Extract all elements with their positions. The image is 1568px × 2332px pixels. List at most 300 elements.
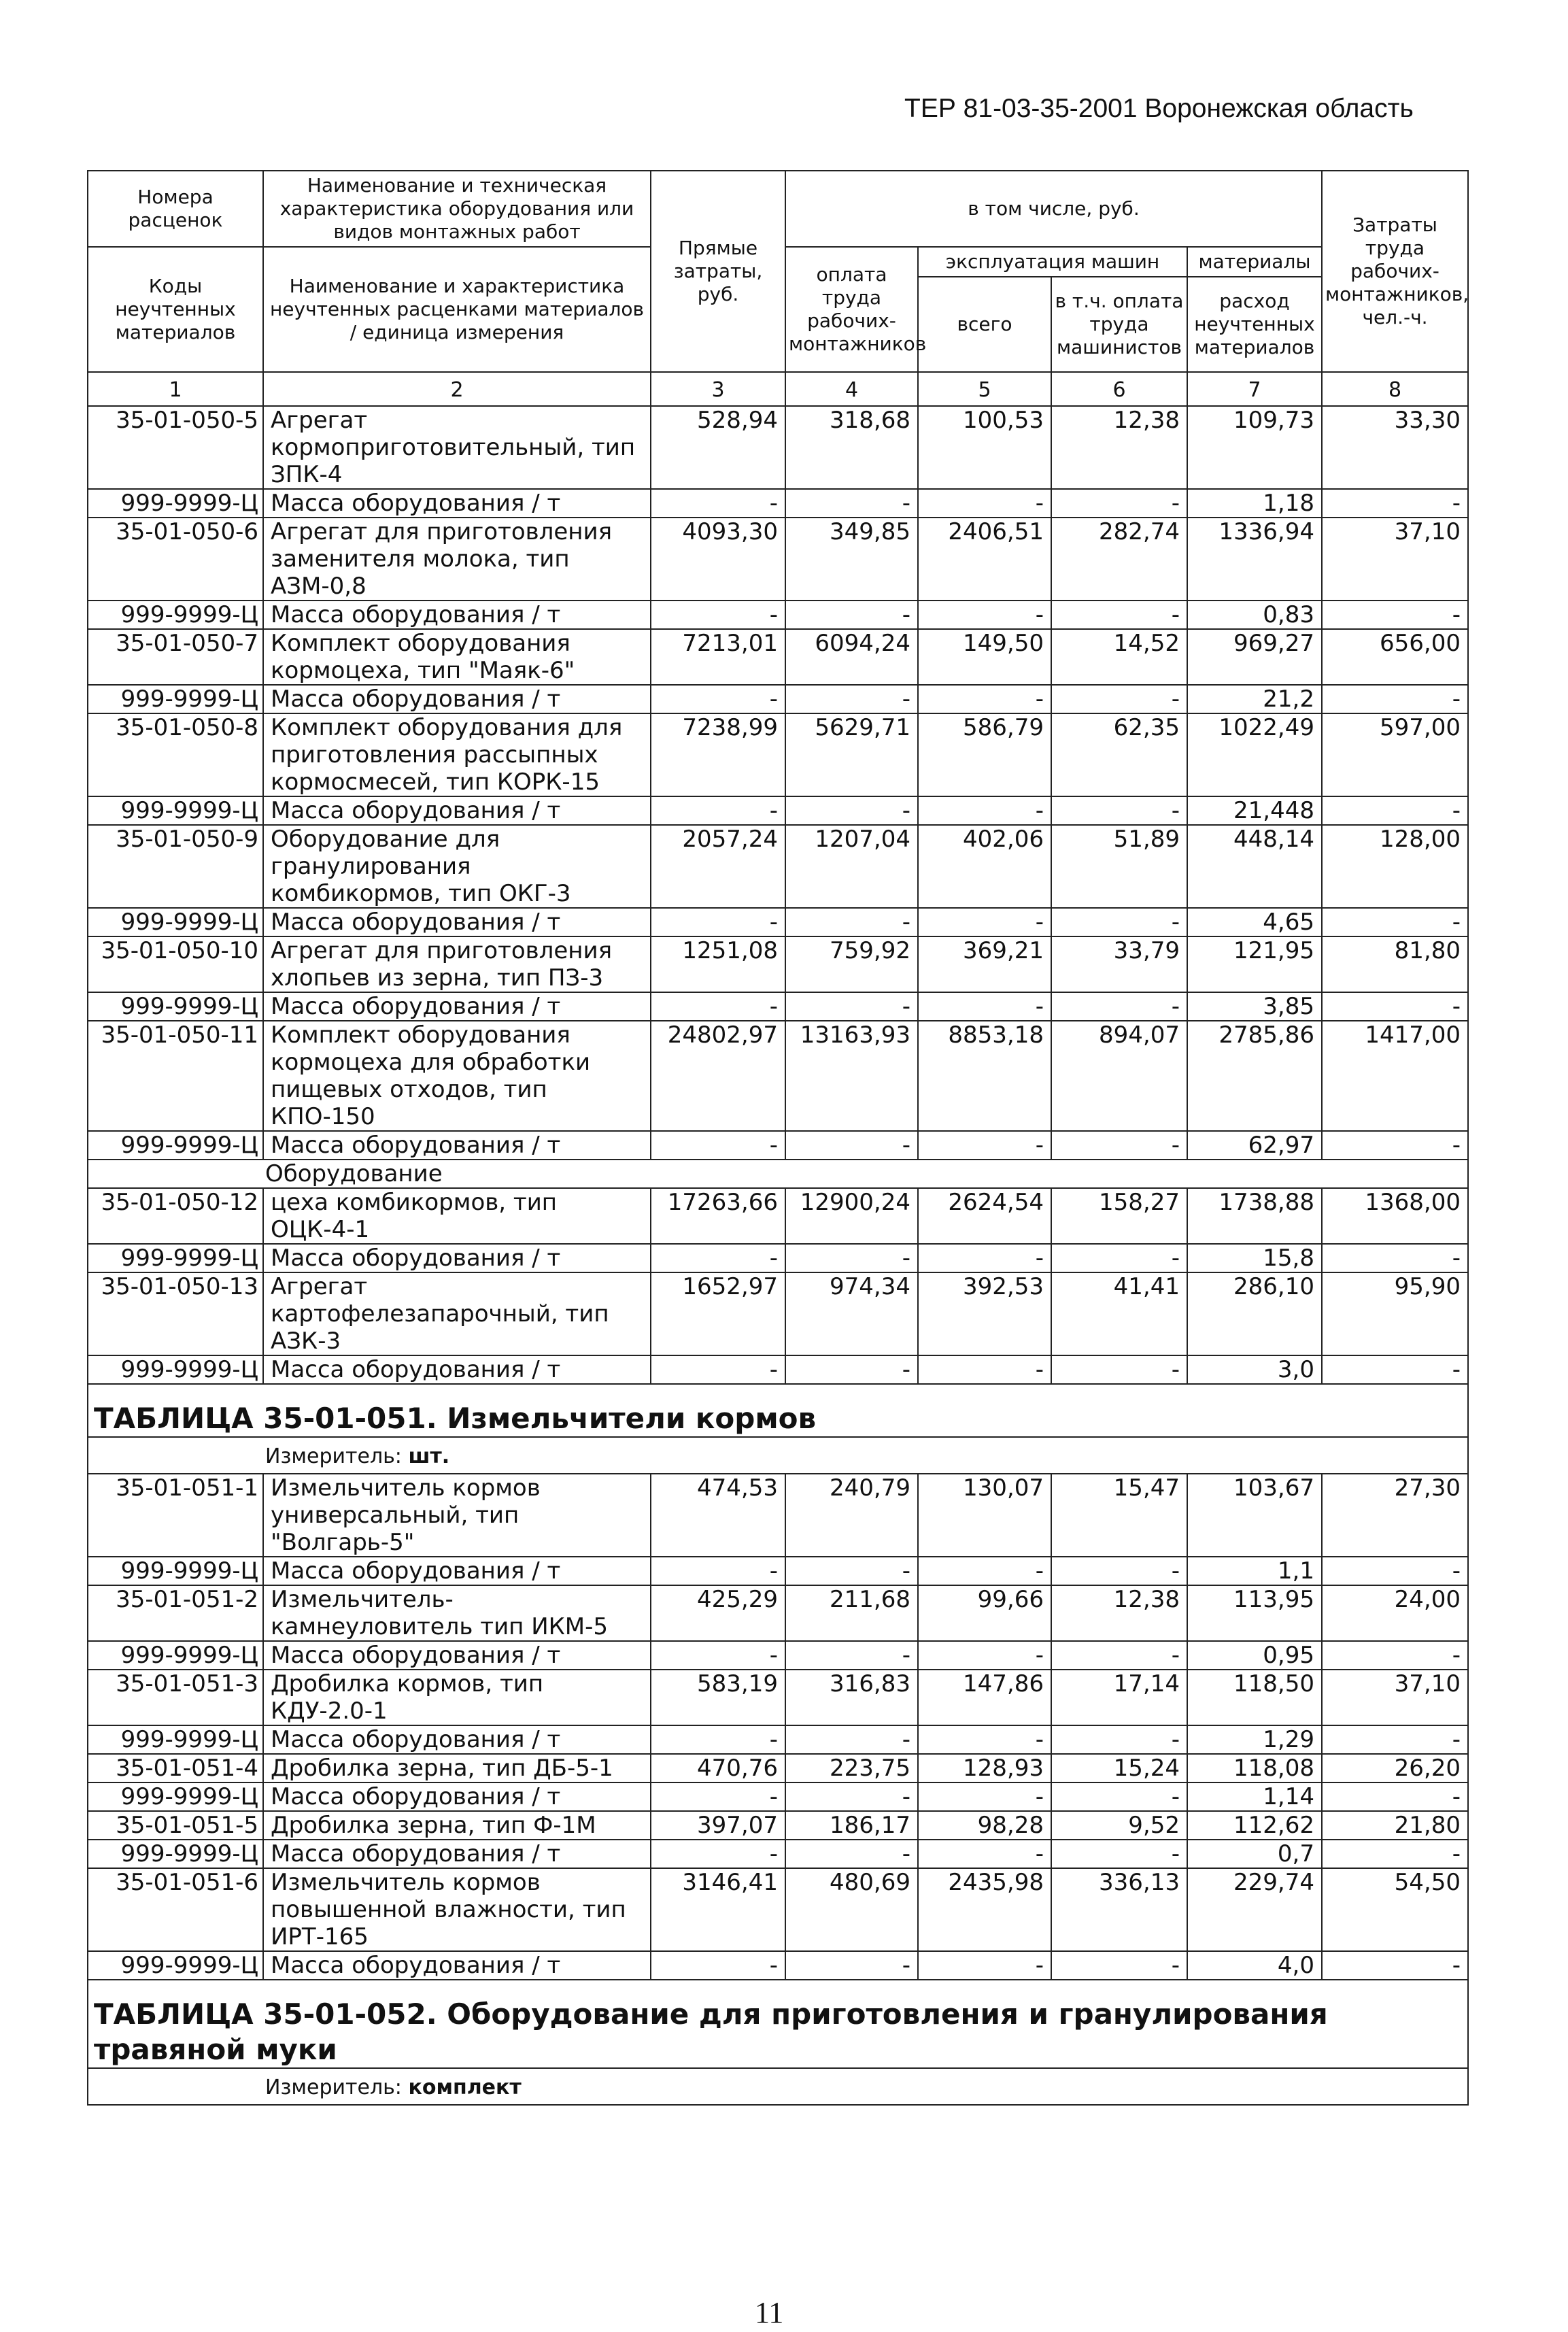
header-materials-usage: расход неучтенных материалов bbox=[1187, 277, 1322, 372]
materials: 118,08 bbox=[1187, 1754, 1322, 1782]
item-name: Масса оборудования / т bbox=[263, 1131, 651, 1160]
machines-total: - bbox=[918, 796, 1051, 825]
item-name: Масса оборудования / т bbox=[263, 796, 651, 825]
direct-costs: - bbox=[651, 1355, 785, 1384]
materials: 15,8 bbox=[1187, 1244, 1322, 1272]
wages: - bbox=[785, 1131, 918, 1160]
labor-costs: 656,00 bbox=[1322, 629, 1468, 685]
rate-code: 35-01-050-10 bbox=[88, 936, 263, 992]
machines-wages: - bbox=[1051, 685, 1187, 713]
table-row bbox=[88, 518, 1468, 601]
materials: 0,83 bbox=[1187, 601, 1322, 629]
direct-costs: 528,94 bbox=[651, 406, 785, 489]
machines-wages: - bbox=[1051, 1641, 1187, 1670]
rate-code: 999-9999-Ц bbox=[88, 908, 263, 936]
labor-costs: 37,10 bbox=[1322, 518, 1468, 601]
table-title-text: ТАБЛИЦА 35-01-052. Оборудование для приготовления и гранулирования травяной муки bbox=[94, 1997, 1328, 2066]
rate-code: 999-9999-Ц bbox=[88, 685, 263, 713]
item-name: Масса оборудования / т bbox=[263, 1782, 651, 1811]
rate-code: 999-9999-Ц bbox=[88, 1244, 263, 1272]
column-number: 8 bbox=[1322, 372, 1468, 406]
machines-total: 2406,51 bbox=[918, 518, 1051, 601]
table-row bbox=[88, 1951, 1468, 1980]
measure-label: Измеритель: bbox=[265, 2076, 402, 2099]
item-name: цеха комбикормов, тип ОЦК-4-1 bbox=[263, 1188, 651, 1244]
table-row bbox=[88, 406, 1468, 489]
direct-costs: 17263,66 bbox=[651, 1188, 785, 1244]
labor-costs: 37,10 bbox=[1322, 1670, 1468, 1725]
direct-costs: 7213,01 bbox=[651, 629, 785, 685]
table-row bbox=[88, 685, 1468, 713]
labor-costs: 95,90 bbox=[1322, 1272, 1468, 1355]
wages: 318,68 bbox=[785, 406, 918, 489]
machines-wages: - bbox=[1051, 1244, 1187, 1272]
item-name: Измельчитель кормов повышенной влажности, тип ИРТ-165 bbox=[263, 1868, 651, 1951]
table-row bbox=[88, 1244, 1468, 1272]
item-name: Агрегат кормоприготовительный, тип ЗПК-4 bbox=[263, 406, 651, 489]
machines-total: - bbox=[918, 1725, 1051, 1754]
materials: 103,67 bbox=[1187, 1474, 1322, 1557]
rate-code: 999-9999-Ц bbox=[88, 601, 263, 629]
table-row bbox=[88, 1840, 1468, 1868]
direct-costs: - bbox=[651, 489, 785, 518]
item-name: Масса оборудования / т bbox=[263, 992, 651, 1021]
machines-wages: 51,89 bbox=[1051, 825, 1187, 908]
materials: 1336,94 bbox=[1187, 518, 1322, 601]
labor-costs: - bbox=[1322, 1840, 1468, 1868]
labor-costs: - bbox=[1322, 1725, 1468, 1754]
table-row bbox=[88, 1272, 1468, 1355]
table-row bbox=[88, 1585, 1468, 1641]
direct-costs: 7238,99 bbox=[651, 713, 785, 796]
item-name: Масса оборудования / т bbox=[263, 1725, 651, 1754]
materials: 3,85 bbox=[1187, 992, 1322, 1021]
machines-wages: - bbox=[1051, 1782, 1187, 1811]
wages: 240,79 bbox=[785, 1474, 918, 1557]
wages: - bbox=[785, 908, 918, 936]
machines-wages: - bbox=[1051, 992, 1187, 1021]
direct-costs: - bbox=[651, 1244, 785, 1272]
machines-total: - bbox=[918, 601, 1051, 629]
labor-costs: - bbox=[1322, 1557, 1468, 1585]
column-number: 4 bbox=[785, 372, 918, 406]
rate-code: 35-01-050-9 bbox=[88, 825, 263, 908]
labor-costs: 33,30 bbox=[1322, 406, 1468, 489]
materials: 113,95 bbox=[1187, 1585, 1322, 1641]
page-number: 11 bbox=[755, 2296, 784, 2329]
column-number: 6 bbox=[1051, 372, 1187, 406]
machines-wages: 62,35 bbox=[1051, 713, 1187, 796]
table-row bbox=[88, 629, 1468, 685]
item-name: Масса оборудования / т bbox=[263, 601, 651, 629]
header-materials: материалы bbox=[1187, 247, 1322, 277]
labor-costs: - bbox=[1322, 1355, 1468, 1384]
labor-costs: - bbox=[1322, 489, 1468, 518]
rate-code: 35-01-051-4 bbox=[88, 1754, 263, 1782]
machines-wages: 17,14 bbox=[1051, 1670, 1187, 1725]
column-number: 2 bbox=[263, 372, 651, 406]
group-label-text: Оборудование bbox=[265, 1160, 443, 1187]
machines-total: - bbox=[918, 1557, 1051, 1585]
materials: 969,27 bbox=[1187, 629, 1322, 685]
direct-costs: 2057,24 bbox=[651, 825, 785, 908]
header-direct-costs: Прямые затраты, руб. bbox=[651, 171, 785, 372]
price-table bbox=[87, 170, 1469, 2106]
table-row bbox=[88, 489, 1468, 518]
direct-costs: - bbox=[651, 1782, 785, 1811]
machines-total: 130,07 bbox=[918, 1474, 1051, 1557]
table-row bbox=[88, 601, 1468, 629]
document-header: ТЕР 81-03-35-2001 Воронежская область bbox=[904, 94, 1414, 123]
labor-costs: - bbox=[1322, 1782, 1468, 1811]
machines-wages: 12,38 bbox=[1051, 1585, 1187, 1641]
labor-costs: - bbox=[1322, 1131, 1468, 1160]
direct-costs: - bbox=[651, 908, 785, 936]
header-codes-top: Номера расценок bbox=[88, 171, 263, 247]
wages: 5629,71 bbox=[785, 713, 918, 796]
labor-costs: 81,80 bbox=[1322, 936, 1468, 992]
materials: 448,14 bbox=[1187, 825, 1322, 908]
wages: 316,83 bbox=[785, 1670, 918, 1725]
table-row bbox=[88, 1021, 1468, 1131]
item-name: Агрегат для приготовления хлопьев из зерна, тип ПЗ-3 bbox=[263, 936, 651, 992]
table-row bbox=[88, 825, 1468, 908]
wages: - bbox=[785, 1355, 918, 1384]
direct-costs: 24802,97 bbox=[651, 1021, 785, 1131]
machines-wages: - bbox=[1051, 489, 1187, 518]
item-name: Измельчитель кормов универсальный, тип "Волгарь-5" bbox=[263, 1474, 651, 1557]
machines-wages: 15,47 bbox=[1051, 1474, 1187, 1557]
item-name: Масса оборудования / т bbox=[263, 1244, 651, 1272]
wages: 759,92 bbox=[785, 936, 918, 992]
machines-total: - bbox=[918, 1355, 1051, 1384]
labor-costs: 24,00 bbox=[1322, 1585, 1468, 1641]
direct-costs: 474,53 bbox=[651, 1474, 785, 1557]
materials: 1,18 bbox=[1187, 489, 1322, 518]
item-name: Комплект оборудования кормоцеха, тип "Маяк-6" bbox=[263, 629, 651, 685]
wages: 974,34 bbox=[785, 1272, 918, 1355]
labor-costs: 27,30 bbox=[1322, 1474, 1468, 1557]
table-row bbox=[88, 1782, 1468, 1811]
direct-costs: 1652,97 bbox=[651, 1272, 785, 1355]
machines-total: 100,53 bbox=[918, 406, 1051, 489]
machines-wages: - bbox=[1051, 1725, 1187, 1754]
materials: 2785,86 bbox=[1187, 1021, 1322, 1131]
table-row bbox=[88, 992, 1468, 1021]
rate-code: 999-9999-Ц bbox=[88, 796, 263, 825]
header-wages: оплата труда рабочих-монтажников bbox=[785, 247, 918, 372]
materials: 4,65 bbox=[1187, 908, 1322, 936]
measure-unit-051 bbox=[88, 1437, 1468, 1474]
wages: - bbox=[785, 992, 918, 1021]
direct-costs: 3146,41 bbox=[651, 1868, 785, 1951]
materials: 118,50 bbox=[1187, 1670, 1322, 1725]
column-number: 3 bbox=[651, 372, 785, 406]
labor-costs: - bbox=[1322, 908, 1468, 936]
item-name: Измельчитель-камнеуловитель тип ИКМ-5 bbox=[263, 1585, 651, 1641]
materials: 3,0 bbox=[1187, 1355, 1322, 1384]
table-row bbox=[88, 1670, 1468, 1725]
group-label bbox=[88, 1160, 1468, 1188]
rate-code: 999-9999-Ц bbox=[88, 1951, 263, 1980]
column-number: 7 bbox=[1187, 372, 1322, 406]
materials: 62,97 bbox=[1187, 1131, 1322, 1160]
materials: 112,62 bbox=[1187, 1811, 1322, 1840]
labor-costs: - bbox=[1322, 1951, 1468, 1980]
machines-total: - bbox=[918, 908, 1051, 936]
direct-costs: - bbox=[651, 685, 785, 713]
machines-total: 99,66 bbox=[918, 1585, 1051, 1641]
rate-code: 999-9999-Ц bbox=[88, 1641, 263, 1670]
direct-costs: 470,76 bbox=[651, 1754, 785, 1782]
labor-costs: 597,00 bbox=[1322, 713, 1468, 796]
materials: 1738,88 bbox=[1187, 1188, 1322, 1244]
table-row bbox=[88, 796, 1468, 825]
header-including: в том числе, руб. bbox=[785, 171, 1322, 247]
item-name: Агрегат для приготовления заменителя молока, тип АЗМ-0,8 bbox=[263, 518, 651, 601]
materials: 1,1 bbox=[1187, 1557, 1322, 1585]
machines-wages: - bbox=[1051, 908, 1187, 936]
wages: - bbox=[785, 1840, 918, 1868]
labor-costs: 21,80 bbox=[1322, 1811, 1468, 1840]
wages: - bbox=[785, 1641, 918, 1670]
rate-code: 35-01-050-13 bbox=[88, 1272, 263, 1355]
table-row bbox=[88, 936, 1468, 992]
machines-wages: - bbox=[1051, 601, 1187, 629]
machines-wages: 9,52 bbox=[1051, 1811, 1187, 1840]
wages: 13163,93 bbox=[785, 1021, 918, 1131]
measure-label: Измеритель: bbox=[265, 1444, 402, 1468]
machines-wages: 41,41 bbox=[1051, 1272, 1187, 1355]
machines-total: 8853,18 bbox=[918, 1021, 1051, 1131]
item-name: Дробилка зерна, тип ДБ-5-1 bbox=[263, 1754, 651, 1782]
direct-costs: - bbox=[651, 1840, 785, 1868]
rate-code: 35-01-050-11 bbox=[88, 1021, 263, 1131]
machines-total: - bbox=[918, 489, 1051, 518]
machines-wages: - bbox=[1051, 1355, 1187, 1384]
wages: - bbox=[785, 1557, 918, 1585]
machines-total: 2624,54 bbox=[918, 1188, 1051, 1244]
rate-code: 35-01-051-6 bbox=[88, 1868, 263, 1951]
rate-code: 35-01-050-8 bbox=[88, 713, 263, 796]
machines-total: - bbox=[918, 1782, 1051, 1811]
item-name: Комплект оборудования для приготовления рассыпных кормосмесей, тип КОРК-15 bbox=[263, 713, 651, 796]
table-row bbox=[88, 1754, 1468, 1782]
machines-total: 2435,98 bbox=[918, 1868, 1051, 1951]
machines-wages: 894,07 bbox=[1051, 1021, 1187, 1131]
machines-wages: - bbox=[1051, 1951, 1187, 1980]
table-row bbox=[88, 713, 1468, 796]
labor-costs: - bbox=[1322, 1641, 1468, 1670]
header-name-top: Наименование и техническая характеристика оборудования или видов монтажных работ bbox=[263, 171, 651, 247]
labor-costs: - bbox=[1322, 685, 1468, 713]
item-name: Масса оборудования / т bbox=[263, 1355, 651, 1384]
wages: - bbox=[785, 1951, 918, 1980]
direct-costs: 1251,08 bbox=[651, 936, 785, 992]
table-row bbox=[88, 1641, 1468, 1670]
machines-total: - bbox=[918, 1244, 1051, 1272]
wages: 186,17 bbox=[785, 1811, 918, 1840]
table-row bbox=[88, 1811, 1468, 1840]
rate-code: 999-9999-Ц bbox=[88, 1355, 263, 1384]
machines-total: 128,93 bbox=[918, 1754, 1051, 1782]
wages: 349,85 bbox=[785, 518, 918, 601]
materials: 1,29 bbox=[1187, 1725, 1322, 1754]
labor-costs: 1417,00 bbox=[1322, 1021, 1468, 1131]
wages: 480,69 bbox=[785, 1868, 918, 1951]
machines-total: - bbox=[918, 1131, 1051, 1160]
machines-total: 149,50 bbox=[918, 629, 1051, 685]
table-row bbox=[88, 1474, 1468, 1557]
item-name: Масса оборудования / т bbox=[263, 1840, 651, 1868]
machines-total: 402,06 bbox=[918, 825, 1051, 908]
labor-costs: - bbox=[1322, 1244, 1468, 1272]
header-machines-wages: в т.ч. оплата труда машинистов bbox=[1051, 277, 1187, 372]
machines-total: - bbox=[918, 685, 1051, 713]
labor-costs: 128,00 bbox=[1322, 825, 1468, 908]
header-name-bottom: Наименование и характеристика неучтенных расценками материалов / единица измерения bbox=[263, 247, 651, 372]
labor-costs: 54,50 bbox=[1322, 1868, 1468, 1951]
machines-wages: 158,27 bbox=[1051, 1188, 1187, 1244]
item-name: Масса оборудования / т bbox=[263, 1557, 651, 1585]
materials: 0,7 bbox=[1187, 1840, 1322, 1868]
machines-wages: 336,13 bbox=[1051, 1868, 1187, 1951]
rate-code: 35-01-050-7 bbox=[88, 629, 263, 685]
rate-code: 35-01-051-1 bbox=[88, 1474, 263, 1557]
rate-code: 999-9999-Ц bbox=[88, 992, 263, 1021]
header-codes-bottom: Коды неучтенных материалов bbox=[88, 247, 263, 372]
item-name: Оборудование для гранулирования комбикормов, тип ОКГ-3 bbox=[263, 825, 651, 908]
rate-code: 999-9999-Ц bbox=[88, 489, 263, 518]
machines-wages: - bbox=[1051, 1840, 1187, 1868]
machines-wages: - bbox=[1051, 796, 1187, 825]
machines-total: 369,21 bbox=[918, 936, 1051, 992]
wages: - bbox=[785, 489, 918, 518]
item-name: Масса оборудования / т bbox=[263, 489, 651, 518]
machines-total: - bbox=[918, 992, 1051, 1021]
table-row bbox=[88, 1557, 1468, 1585]
direct-costs: - bbox=[651, 1725, 785, 1754]
machines-wages: 33,79 bbox=[1051, 936, 1187, 992]
measure-unit-052 bbox=[88, 2068, 1468, 2105]
table-title-052 bbox=[88, 1980, 1468, 2068]
materials: 109,73 bbox=[1187, 406, 1322, 489]
rate-code: 35-01-051-3 bbox=[88, 1670, 263, 1725]
direct-costs: - bbox=[651, 1641, 785, 1670]
measure-value: шт. bbox=[408, 1444, 450, 1468]
labor-costs: - bbox=[1322, 992, 1468, 1021]
table-title-051 bbox=[88, 1384, 1468, 1437]
materials: 1,14 bbox=[1187, 1782, 1322, 1811]
direct-costs: 397,07 bbox=[651, 1811, 785, 1840]
header-machines: эксплуатация машин bbox=[918, 247, 1187, 277]
rate-code: 35-01-051-2 bbox=[88, 1585, 263, 1641]
wages: 223,75 bbox=[785, 1754, 918, 1782]
rate-code: 999-9999-Ц bbox=[88, 1725, 263, 1754]
machines-wages: 12,38 bbox=[1051, 406, 1187, 489]
labor-costs: 26,20 bbox=[1322, 1754, 1468, 1782]
table-row bbox=[88, 1131, 1468, 1160]
item-name: Масса оборудования / т bbox=[263, 1951, 651, 1980]
item-name: Масса оборудования / т bbox=[263, 685, 651, 713]
column-number: 5 bbox=[918, 372, 1051, 406]
rate-code: 999-9999-Ц bbox=[88, 1557, 263, 1585]
wages: 211,68 bbox=[785, 1585, 918, 1641]
direct-costs: - bbox=[651, 1951, 785, 1980]
machines-total: 586,79 bbox=[918, 713, 1051, 796]
direct-costs: 425,29 bbox=[651, 1585, 785, 1641]
materials: 21,2 bbox=[1187, 685, 1322, 713]
direct-costs: - bbox=[651, 796, 785, 825]
direct-costs: 4093,30 bbox=[651, 518, 785, 601]
wages: - bbox=[785, 685, 918, 713]
column-number: 1 bbox=[88, 372, 263, 406]
item-name: Дробилка кормов, тип КДУ-2.0-1 bbox=[263, 1670, 651, 1725]
rate-code: 35-01-050-6 bbox=[88, 518, 263, 601]
header-labor-costs: Затраты труда рабочих-монтажников, чел.-ч. bbox=[1322, 171, 1468, 372]
header-machines-total: всего bbox=[918, 277, 1051, 372]
item-name: Комплект оборудования кормоцеха для обработки пищевых отходов, тип КПО-150 bbox=[263, 1021, 651, 1131]
machines-total: 392,53 bbox=[918, 1272, 1051, 1355]
materials: 0,95 bbox=[1187, 1641, 1322, 1670]
item-name: Масса оборудования / т bbox=[263, 1641, 651, 1670]
machines-total: 98,28 bbox=[918, 1811, 1051, 1840]
rate-code: 35-01-051-5 bbox=[88, 1811, 263, 1840]
machines-total: - bbox=[918, 1641, 1051, 1670]
direct-costs: - bbox=[651, 601, 785, 629]
wages: - bbox=[785, 1782, 918, 1811]
wages: - bbox=[785, 1244, 918, 1272]
machines-wages: 15,24 bbox=[1051, 1754, 1187, 1782]
table-row bbox=[88, 908, 1468, 936]
materials: 229,74 bbox=[1187, 1868, 1322, 1951]
machines-total: 147,86 bbox=[918, 1670, 1051, 1725]
table-row bbox=[88, 1355, 1468, 1384]
materials: 286,10 bbox=[1187, 1272, 1322, 1355]
item-name: Масса оборудования / т bbox=[263, 908, 651, 936]
item-name: Агрегат картофелезапарочный, тип АЗК-3 bbox=[263, 1272, 651, 1355]
labor-costs: - bbox=[1322, 601, 1468, 629]
machines-wages: 14,52 bbox=[1051, 629, 1187, 685]
machines-wages: - bbox=[1051, 1131, 1187, 1160]
rate-code: 35-01-050-5 bbox=[88, 406, 263, 489]
machines-total: - bbox=[918, 1951, 1051, 1980]
rate-code: 999-9999-Ц bbox=[88, 1131, 263, 1160]
wages: - bbox=[785, 601, 918, 629]
wages: 6094,24 bbox=[785, 629, 918, 685]
rate-code: 35-01-050-12 bbox=[88, 1188, 263, 1244]
machines-total: - bbox=[918, 1840, 1051, 1868]
table-row bbox=[88, 1725, 1468, 1754]
direct-costs: - bbox=[651, 1557, 785, 1585]
materials: 121,95 bbox=[1187, 936, 1322, 992]
materials: 21,448 bbox=[1187, 796, 1322, 825]
direct-costs: 583,19 bbox=[651, 1670, 785, 1725]
wages: 1207,04 bbox=[785, 825, 918, 908]
materials: 4,0 bbox=[1187, 1951, 1322, 1980]
wages: 12900,24 bbox=[785, 1188, 918, 1244]
rate-code: 999-9999-Ц bbox=[88, 1782, 263, 1811]
item-name: Дробилка зерна, тип Ф-1М bbox=[263, 1811, 651, 1840]
table-row bbox=[88, 1868, 1468, 1951]
labor-costs: - bbox=[1322, 796, 1468, 825]
table-title-text: ТАБЛИЦА 35-01-051. Измельчители кормов bbox=[94, 1402, 817, 1435]
direct-costs: - bbox=[651, 1131, 785, 1160]
wages: - bbox=[785, 796, 918, 825]
table-row bbox=[88, 1188, 1468, 1244]
measure-value: комплект bbox=[408, 2076, 522, 2099]
rate-code: 999-9999-Ц bbox=[88, 1840, 263, 1868]
